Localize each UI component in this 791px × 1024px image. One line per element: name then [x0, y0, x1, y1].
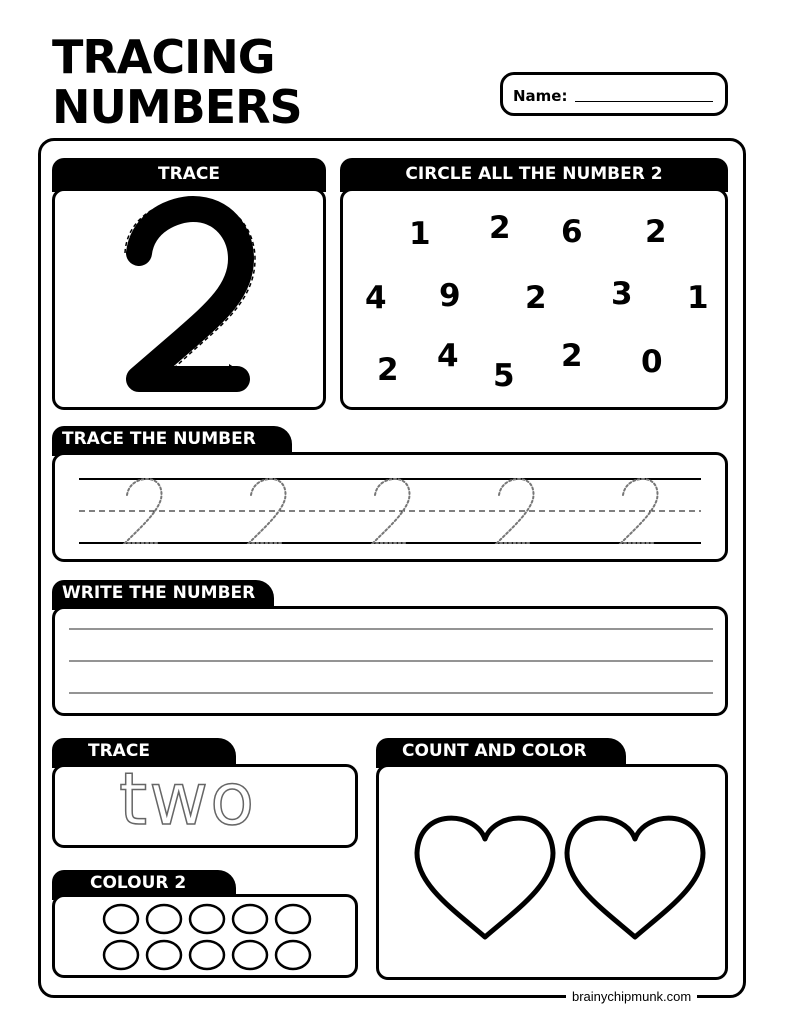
trace-number-tab: TRACE THE NUMBER	[52, 426, 292, 456]
trace-word-text: two	[119, 757, 257, 841]
write-number-box[interactable]	[52, 606, 728, 716]
title-line-2: NUMBERS	[52, 80, 302, 134]
trace-tab: TRACE	[52, 158, 326, 192]
hearts-graphic	[379, 767, 725, 977]
colour-tab-label: COLOUR 2	[90, 873, 187, 893]
circle-number[interactable]: 9	[439, 278, 461, 314]
trace-number-lines	[55, 455, 725, 559]
circle-number[interactable]: 4	[437, 338, 459, 374]
circle-number[interactable]: 2	[489, 210, 511, 246]
circle-number[interactable]: 2	[645, 214, 667, 250]
heart-icon	[567, 818, 703, 937]
circle-number[interactable]: 1	[687, 280, 709, 316]
circle-box	[340, 188, 728, 410]
trace-word-box	[52, 757, 358, 848]
count-color-tab-label: COUNT AND COLOR	[402, 741, 587, 761]
circle-number[interactable]: 2	[561, 338, 583, 374]
colour-box	[52, 894, 358, 978]
circle-number[interactable]: 2	[377, 352, 399, 388]
circle-tab: CIRCLE ALL THE NUMBER 2	[340, 158, 728, 192]
trace-number-box	[52, 452, 728, 562]
big-digit-graphic	[55, 191, 323, 407]
count-color-box	[376, 764, 728, 980]
name-box[interactable]	[500, 72, 728, 116]
write-number-tab: WRITE THE NUMBER	[52, 580, 274, 610]
circle-number[interactable]: 3	[611, 276, 633, 312]
trace-word-tab-label: TRACE	[88, 741, 150, 761]
trace-box	[52, 188, 326, 410]
name-line[interactable]	[575, 101, 713, 102]
title-line-1: TRACING	[52, 30, 275, 84]
heart-icon	[417, 818, 553, 937]
name-label: Name:	[513, 87, 568, 105]
circle-number[interactable]: 2	[525, 280, 547, 316]
colour-ovals	[55, 897, 355, 975]
circle-number[interactable]: 0	[641, 344, 663, 380]
circle-number[interactable]: 5	[493, 358, 515, 394]
circle-number[interactable]: 1	[409, 216, 431, 252]
circle-number[interactable]: 4	[365, 280, 387, 316]
circle-number[interactable]: 6	[561, 214, 583, 250]
write-number-lines	[55, 609, 725, 713]
footer-website: brainychipmunk.com	[566, 989, 697, 1004]
